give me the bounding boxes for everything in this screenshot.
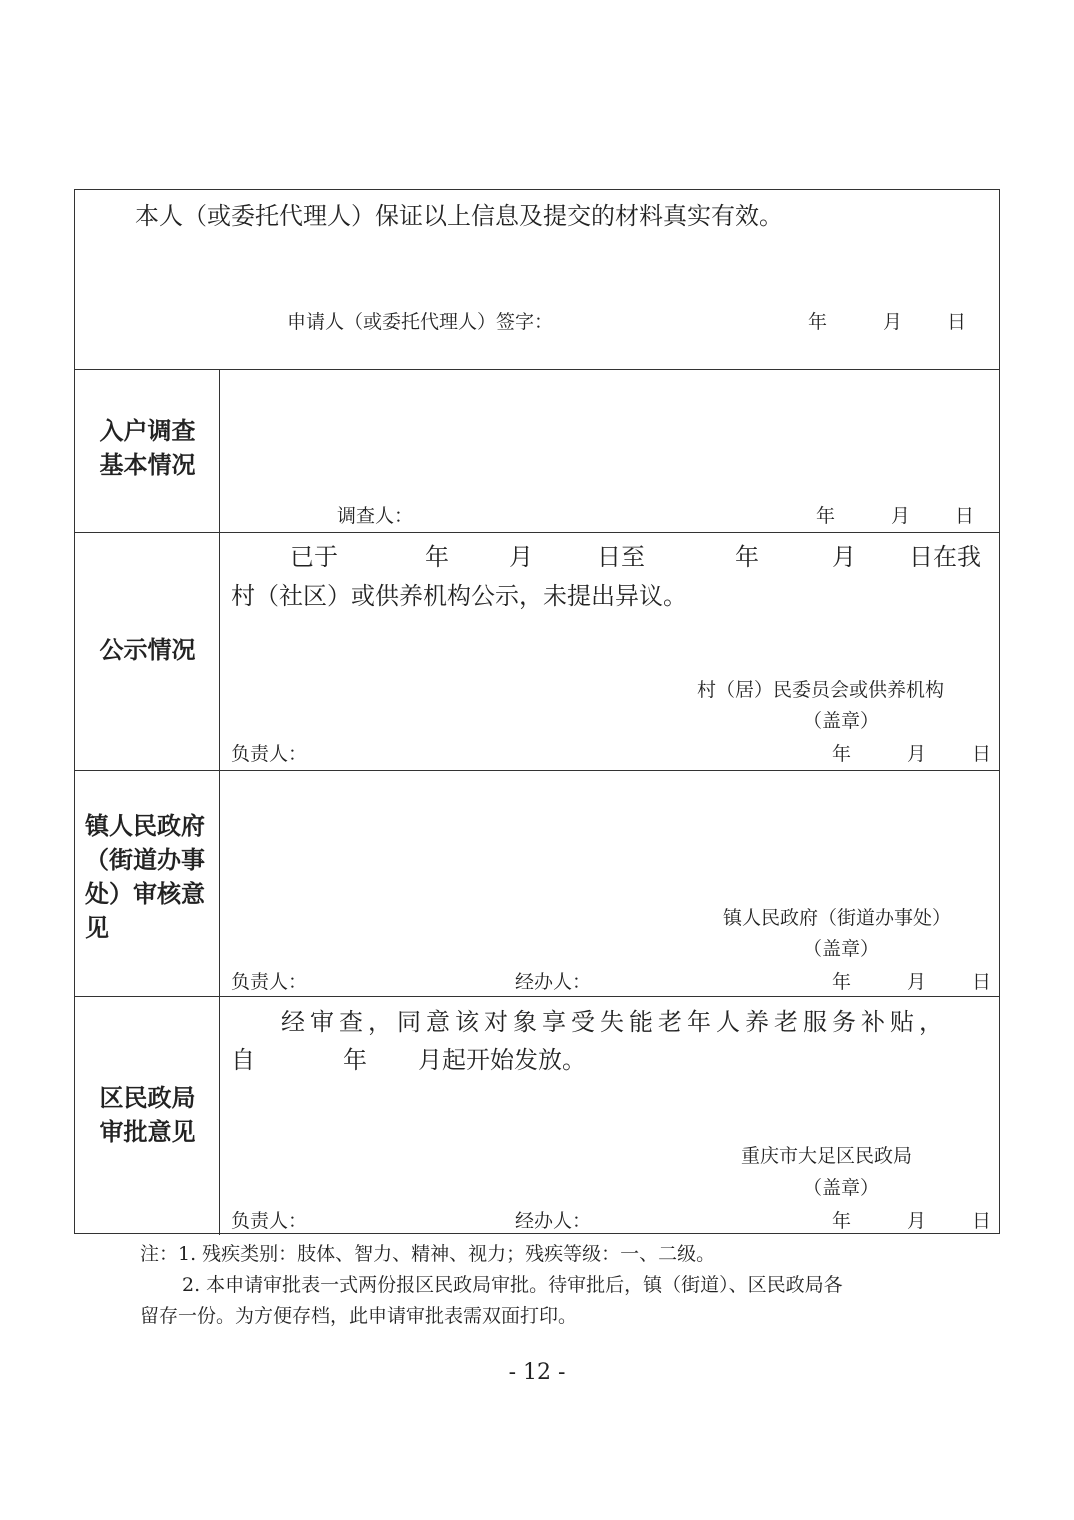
survey-row [75, 369, 999, 532]
publicity-line1-already: 已于 [290, 543, 338, 571]
declaration-statement: 本人（或委托代理人）保证以上信息及提交的材料真实有效。 [135, 202, 783, 230]
district-approval-line2-month: 月起开始发放。 [418, 1046, 586, 1074]
note-line-3: 留存一份。为方便存档，此申请审批表需双面打印。 [140, 1305, 578, 1327]
publicity-label-cell [75, 533, 220, 770]
publicity-day: 日 [972, 743, 992, 765]
district-approval-label: 区民政局 审批意见 [99, 1084, 196, 1146]
town-review-handler-label: 经办人： [515, 971, 592, 993]
district-approval-responsible-label: 负责人： [231, 1210, 308, 1232]
district-approval-label-cell [75, 997, 220, 1235]
declaration-row [75, 190, 999, 369]
publicity-month: 月 [907, 743, 927, 765]
district-approval-month: 月 [907, 1210, 927, 1232]
district-approval-line2-year: 年 [343, 1046, 367, 1074]
survey-label-cell [75, 370, 220, 532]
note-line-1: 注：1. 残疾类别：肢体、智力、精神、视力；残疾等级：一、二级。 [140, 1243, 716, 1265]
publicity-row [75, 532, 999, 770]
district-approval-row [75, 996, 999, 1235]
declaration-month: 月 [883, 311, 903, 333]
survey-year: 年 [816, 505, 836, 527]
applicant-signature-label: 申请人（或委托代理人）签字： [287, 311, 554, 333]
page-number: - 12 - [508, 1360, 566, 1385]
publicity-year: 年 [832, 743, 852, 765]
district-approval-seal: （盖章） [803, 1177, 880, 1199]
publicity-line2: 村（社区）或供养机构公示，未提出异议。 [231, 582, 687, 610]
district-approval-year: 年 [832, 1210, 852, 1232]
district-approval-line1: 经审查，同意该对象享受失能老年人养老服务补贴， [281, 1008, 948, 1036]
approval-form-table [74, 189, 1000, 1234]
publicity-label: 公示情况 [99, 636, 196, 664]
district-approval-org: 重庆市大足区民政局 [741, 1145, 913, 1167]
publicity-line1-day-at: 日在我 [909, 543, 981, 571]
town-review-day: 日 [972, 971, 992, 993]
publicity-line1-year2: 年 [735, 543, 759, 571]
town-review-label-cell [75, 771, 220, 996]
publicity-org: 村（居）民委员会或供养机构 [697, 679, 945, 701]
publicity-line1-month1: 月 [509, 543, 533, 571]
town-review-month: 月 [907, 971, 927, 993]
town-review-org: 镇人民政府（街道办事处） [723, 907, 952, 929]
publicity-line1-day-to: 日至 [597, 543, 645, 571]
survey-label: 入户调查 基本情况 [99, 417, 196, 479]
town-review-row [75, 770, 999, 996]
district-approval-handler-label: 经办人： [515, 1210, 592, 1232]
publicity-responsible-label: 负责人： [231, 743, 308, 765]
town-review-seal: （盖章） [803, 938, 880, 960]
investigator-label: 调查人： [337, 505, 414, 527]
survey-month: 月 [891, 505, 911, 527]
publicity-line1-year1: 年 [425, 543, 449, 571]
note-line-2: 2. 本申请审批表一式两份报区民政局审批。待审批后，镇（街道）、区民政局各 [182, 1274, 843, 1296]
town-review-label: 镇人民政府 （街道办事 处）审核意 见 [85, 812, 205, 942]
district-approval-day: 日 [972, 1210, 992, 1232]
district-approval-line2-from: 自 [231, 1046, 255, 1074]
town-review-responsible-label: 负责人： [231, 971, 308, 993]
declaration-year: 年 [808, 311, 828, 333]
town-review-year: 年 [832, 971, 852, 993]
publicity-line1-month2: 月 [832, 543, 856, 571]
publicity-seal: （盖章） [803, 710, 880, 732]
declaration-day: 日 [947, 311, 967, 333]
survey-day: 日 [955, 505, 975, 527]
